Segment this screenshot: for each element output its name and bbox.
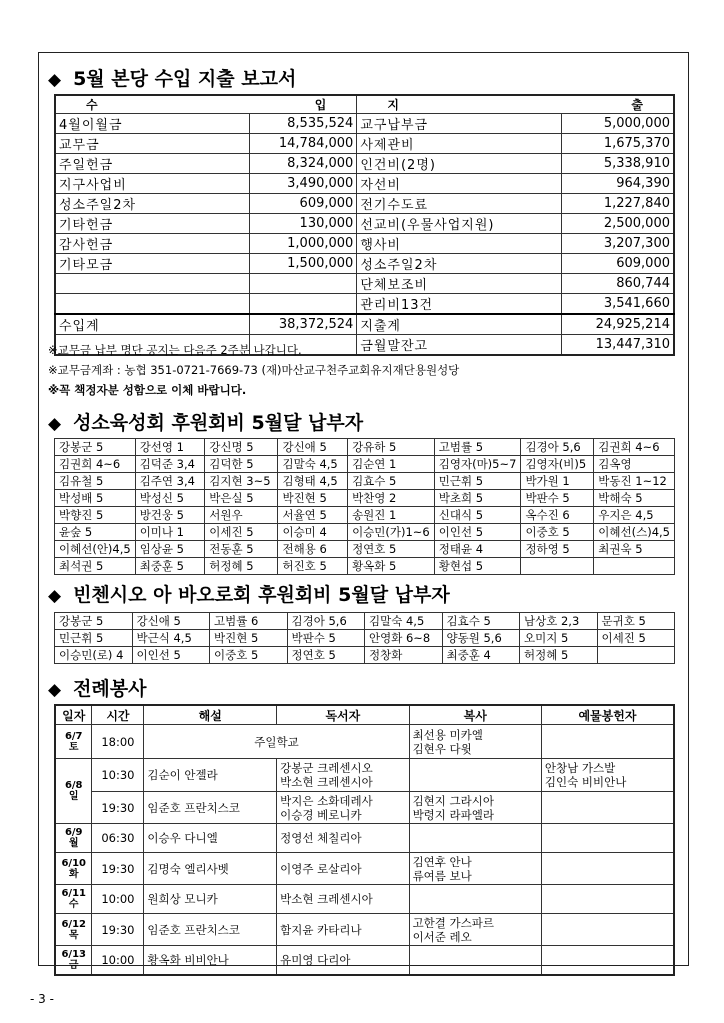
income-label: 4월이월금 [55, 114, 249, 134]
donor-cell: 박판수 5 [521, 490, 594, 507]
readers-cell: 이영주 로살리아 [277, 853, 409, 885]
readers-cell: 박지은 소화데레사 이승경 베로니카 [277, 792, 409, 824]
donor-cell: 강봉군 5 [55, 439, 136, 456]
income-value: 1,000,000 [249, 234, 357, 254]
donor-row [55, 507, 675, 524]
readers-cell: 강봉군 크레센시오 박소현 크레센시아 [277, 759, 409, 792]
readers-cell: 함지윤 카타리나 [277, 914, 409, 946]
donor-cell [594, 558, 675, 575]
donor-cell: 김유철 5 [55, 473, 136, 490]
commentator-cell: 김명숙 엘리사벳 [144, 853, 277, 885]
donor-cell: 임상윤 5 [135, 541, 205, 558]
donor-cell: 강신명 5 [205, 439, 278, 456]
offering-cell [541, 853, 674, 885]
donor-cell: 박찬영 2 [348, 490, 435, 507]
time-cell: 18:00 [92, 725, 144, 759]
vincent-donors-table [54, 612, 675, 664]
income-label: 교무금 [55, 134, 249, 154]
donor-row [55, 456, 675, 473]
income-label: 기타헌금 [55, 214, 249, 234]
donor-cell: 황옥화 5 [348, 558, 435, 575]
donor-cell: 김형태 4,5 [278, 473, 348, 490]
income-label: 지구사업비 [55, 174, 249, 194]
donor-cell: 황현섭 5 [434, 558, 521, 575]
income-label: 성소주일2차 [55, 194, 249, 214]
offering-cell [541, 824, 674, 853]
donor-cell: 박근식 4,5 [132, 630, 210, 647]
donor-cell: 김영자(마)5~7 [434, 456, 521, 473]
finance-row [55, 254, 674, 274]
donor-cell: 김말숙 4,5 [278, 456, 348, 473]
donor-cell: 이세진 5 [597, 630, 675, 647]
income-value: 3,490,000 [249, 174, 357, 194]
donor-cell: 정연호 5 [287, 647, 365, 664]
expense-label: 인건비(2명) [357, 154, 561, 174]
expense-value: 1,227,840 [561, 194, 674, 214]
donor-cell: 허정혜 5 [520, 647, 598, 664]
col-time: 시간 [92, 705, 144, 725]
date-cell: 6/9 월 [55, 824, 92, 853]
time-cell: 10:00 [92, 885, 144, 914]
finance-row [55, 274, 674, 294]
commentator-cell: 황옥화 비비안나 [144, 946, 277, 975]
donor-cell: 최권욱 5 [594, 541, 675, 558]
income-label [55, 294, 249, 315]
expense-label: 전기수도료 [357, 194, 561, 214]
readers-cell: 유미영 다리아 [277, 946, 409, 975]
income-value: 8,535,524 [249, 114, 357, 134]
donor-row [55, 647, 675, 664]
donor-cell: 전해용 6 [278, 541, 348, 558]
income-value: 1,500,000 [249, 254, 357, 274]
time-cell: 19:30 [92, 914, 144, 946]
donor-cell: 이중호 5 [521, 524, 594, 541]
donor-cell: 최중훈 5 [135, 558, 205, 575]
diamond-icon: ◆ [48, 70, 62, 90]
income-value: 609,000 [249, 194, 357, 214]
donor-row [55, 473, 675, 490]
offering-cell [541, 792, 674, 824]
income-label: 주일헌금 [55, 154, 249, 174]
donor-cell: 강봉군 5 [55, 613, 133, 630]
commentator-cell: 김순이 안젤라 [144, 759, 277, 792]
time-cell: 19:30 [92, 853, 144, 885]
donor-cell: 허진호 5 [278, 558, 348, 575]
expense-value: 3,207,300 [561, 234, 674, 254]
expense-label: 사제관비 [357, 134, 561, 154]
expense-value: 2,500,000 [561, 214, 674, 234]
finance-row [55, 174, 674, 194]
donor-cell: 정연호 5 [348, 541, 435, 558]
donor-cell: 박성신 5 [135, 490, 205, 507]
donor-cell: 김경아 5,6 [287, 613, 365, 630]
time-cell: 10:00 [92, 946, 144, 975]
donor-cell: 김영자(비)5 [521, 456, 594, 473]
date-cell: 6/12 목 [55, 914, 92, 946]
time-cell: 19:30 [92, 792, 144, 824]
finance-row [55, 114, 674, 134]
donor-cell: 최중훈 4 [442, 647, 520, 664]
donor-cell: 이승민(가)1~6 [348, 524, 435, 541]
finance-table [54, 94, 675, 356]
donor-cell: 이미나 1 [135, 524, 205, 541]
expense-label: 교구납부금 [357, 114, 561, 134]
total-income-label: 수입계 [55, 314, 249, 335]
donor-cell: 박해숙 5 [594, 490, 675, 507]
income-label [55, 274, 249, 294]
income-value: 8,324,000 [249, 154, 357, 174]
donor-cell: 강신애 5 [132, 613, 210, 630]
col-servers: 복사 [409, 705, 541, 725]
donor-cell: 김효수 5 [348, 473, 435, 490]
donor-cell: 박동진 1~12 [594, 473, 675, 490]
finance-row [55, 214, 674, 234]
donor-cell: 이세진 5 [205, 524, 278, 541]
servers-cell: 고한결 가스파르 이서준 레오 [409, 914, 541, 946]
vincent-donors-title: ◆ 빈첸시오 아 바오로회 후원회비 5월달 납부자 [48, 584, 450, 606]
donor-cell: 방건웅 5 [135, 507, 205, 524]
donor-cell: 전동훈 5 [205, 541, 278, 558]
donor-cell: 윤숲 5 [55, 524, 136, 541]
donor-cell: 김권희 4~6 [594, 439, 675, 456]
donor-cell [521, 558, 594, 575]
expense-label: 선교비(우물사업지원) [357, 214, 561, 234]
commentator-cell: 원희상 모니카 [144, 885, 277, 914]
expense-value: 5,338,910 [561, 154, 674, 174]
commentator-reader-merged: 주일학교 [144, 725, 409, 759]
donor-row [55, 490, 675, 507]
time-cell: 10:30 [92, 759, 144, 792]
income-label: 기타모금 [55, 254, 249, 274]
donor-cell: 민근휘 5 [434, 473, 521, 490]
total-expense-label: 지출계 [357, 314, 561, 335]
donor-cell: 김말숙 4,5 [365, 613, 443, 630]
offering-cell: 안창남 가스발 김인숙 비비안나 [541, 759, 674, 792]
total-expense-value: 24,925,214 [561, 314, 674, 335]
donor-cell: 이승미 4 [278, 524, 348, 541]
servers-cell [409, 946, 541, 975]
donor-cell: 박진현 5 [278, 490, 348, 507]
readers-cell: 박소현 크레센시아 [277, 885, 409, 914]
balance-value: 13,447,310 [561, 335, 674, 356]
donor-cell: 이인선 5 [434, 524, 521, 541]
col-commentator: 해설 [144, 705, 277, 725]
servers-cell [409, 885, 541, 914]
donor-cell: 김지현 3~5 [205, 473, 278, 490]
date-cell: 6/10 화 [55, 853, 92, 885]
page-number: - 3 - [30, 992, 54, 1006]
date-cell: 6/8 일 [55, 759, 92, 824]
vocation-donors-table [54, 438, 675, 575]
liturgy-title: ◆ 전례봉사 [48, 678, 147, 700]
date-cell: 6/13 금 [55, 946, 92, 975]
donor-cell: 김경아 5,6 [521, 439, 594, 456]
note-transfer: ※꼭 책정자분 성함으로 이체 바랍니다. [48, 383, 247, 397]
diamond-icon: ◆ [48, 680, 62, 700]
donor-row [55, 439, 675, 456]
donor-cell: 김권희 4~6 [55, 456, 136, 473]
donor-cell: 고범률 6 [210, 613, 288, 630]
donor-cell: 이혜선(안)4,5 [55, 541, 136, 558]
diamond-icon: ◆ [48, 586, 62, 606]
expense-label: 행사비 [357, 234, 561, 254]
expense-label: 성소주일2차 [357, 254, 561, 274]
balance-label: 금월말잔고 [357, 335, 561, 356]
note-account: ※교무금계좌 : 농협 351-0721-7669-73 (재)마산교구천주교회유지재단용원성당 [48, 363, 460, 377]
donor-cell: 김옥영 [594, 456, 675, 473]
expense-label: 자선비 [357, 174, 561, 194]
donor-cell: 문귀호 5 [597, 613, 675, 630]
donor-cell: 서원우 [205, 507, 278, 524]
donor-row [55, 630, 675, 647]
donor-cell: 민근휘 5 [55, 630, 133, 647]
donor-cell: 정태윤 4 [434, 541, 521, 558]
date-cell: 6/11 수 [55, 885, 92, 914]
expense-label: 관리비13건 [357, 294, 561, 315]
finance-row [55, 194, 674, 214]
donor-row [55, 613, 675, 630]
donor-row [55, 558, 675, 575]
donor-cell: 정하영 5 [521, 541, 594, 558]
donor-cell: 김순연 1 [348, 456, 435, 473]
expense-value: 5,000,000 [561, 114, 674, 134]
expense-value: 3,541,660 [561, 294, 674, 315]
donor-cell: 송원진 1 [348, 507, 435, 524]
donor-cell: 강선영 1 [135, 439, 205, 456]
total-income-value: 38,372,524 [249, 314, 357, 335]
donor-cell: 박판수 5 [287, 630, 365, 647]
commentator-cell: 임준호 프란치스코 [144, 914, 277, 946]
time-cell: 06:30 [92, 824, 144, 853]
finance-row [55, 154, 674, 174]
donor-cell: 이승민(로) 4 [55, 647, 133, 664]
expense-value: 860,744 [561, 274, 674, 294]
col-date: 일자 [55, 705, 92, 725]
donor-row [55, 524, 675, 541]
income-header: 수 입 [55, 95, 357, 114]
income-label: 감사헌금 [55, 234, 249, 254]
offering-cell [541, 914, 674, 946]
donor-cell: 서율연 5 [278, 507, 348, 524]
donor-cell: 옥수진 6 [521, 507, 594, 524]
income-value [249, 274, 357, 294]
expense-value: 609,000 [561, 254, 674, 274]
donor-cell: 강유하 5 [348, 439, 435, 456]
date-cell: 6/7 토 [55, 725, 92, 759]
diamond-icon: ◆ [48, 414, 62, 434]
col-readers: 독서자 [277, 705, 409, 725]
donor-cell: 박진현 5 [210, 630, 288, 647]
donor-cell: 박은실 5 [205, 490, 278, 507]
expense-header: 지 출 [357, 95, 674, 114]
income-value: 14,784,000 [249, 134, 357, 154]
commentator-cell: 이승우 다니엘 [144, 824, 277, 853]
donor-cell: 김덕한 5 [205, 456, 278, 473]
donor-cell: 고범률 5 [434, 439, 521, 456]
commentator-cell: 임준호 프란치스코 [144, 792, 277, 824]
donor-cell: 이혜선(스)4,5 [594, 524, 675, 541]
offering-cell [541, 946, 674, 975]
report-title: ◆ 5월 본당 수입 지출 보고서 [48, 68, 297, 90]
donor-cell: 이중호 5 [210, 647, 288, 664]
donor-cell [597, 647, 675, 664]
donor-cell: 김덕준 3,4 [135, 456, 205, 473]
donor-cell: 안영화 6~8 [365, 630, 443, 647]
donor-cell: 신대식 5 [434, 507, 521, 524]
donor-cell: 허정혜 5 [205, 558, 278, 575]
servers-cell [409, 759, 541, 792]
donor-cell: 이인선 5 [132, 647, 210, 664]
finance-row [55, 134, 674, 154]
expense-label: 단체보조비 [357, 274, 561, 294]
servers-cell: 최선용 미카엘 김현우 다윗 [409, 725, 541, 759]
donor-cell: 우지은 4,5 [594, 507, 675, 524]
donor-cell: 박성배 5 [55, 490, 136, 507]
vocation-donors-title: ◆ 성소육성회 후원회비 5월달 납부자 [48, 412, 364, 434]
liturgy-schedule-table [54, 704, 675, 976]
donor-cell: 김주연 3,4 [135, 473, 205, 490]
note-dues: ※교무금 납부 명단 공지는 다음주 2주분 나갑니다. [48, 343, 302, 357]
offering-cell [541, 725, 674, 759]
donor-cell: 양동원 5,6 [442, 630, 520, 647]
donor-cell: 최석권 5 [55, 558, 136, 575]
donor-cell: 강신애 5 [278, 439, 348, 456]
expense-value: 1,675,370 [561, 134, 674, 154]
col-offering: 예물봉헌자 [541, 705, 674, 725]
offering-cell [541, 885, 674, 914]
readers-cell: 정영선 체칠리아 [277, 824, 409, 853]
finance-row [55, 294, 674, 315]
finance-row [55, 234, 674, 254]
donor-cell: 정창화 [365, 647, 443, 664]
donor-row [55, 541, 675, 558]
expense-value: 964,390 [561, 174, 674, 194]
donor-cell: 박초희 5 [434, 490, 521, 507]
donor-cell: 남상호 2,3 [520, 613, 598, 630]
income-value: 130,000 [249, 214, 357, 234]
income-value [249, 294, 357, 315]
donor-cell: 김효수 5 [442, 613, 520, 630]
servers-cell: 김연후 안나 류여름 보나 [409, 853, 541, 885]
servers-cell [409, 824, 541, 853]
donor-cell: 박가원 1 [521, 473, 594, 490]
donor-cell: 박향진 5 [55, 507, 136, 524]
donor-cell: 오미지 5 [520, 630, 598, 647]
servers-cell: 김현지 그라시아 박령지 라파엘라 [409, 792, 541, 824]
